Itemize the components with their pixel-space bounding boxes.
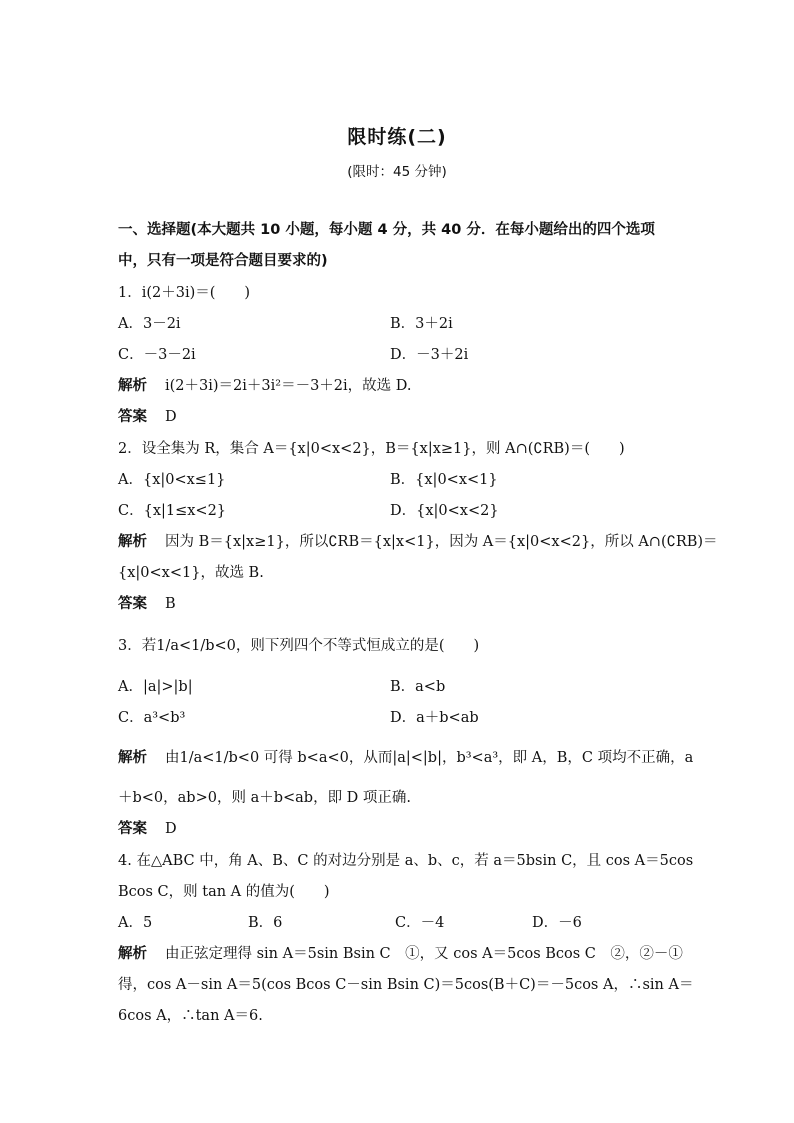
q4-analysis-text1: 由正弦定理得 sin A＝5sin Bsin C ①，又 cos A＝5cos Bcos C ②，②－①	[165, 946, 683, 962]
q3-stem: 3．若1/a<1/b<0，则下列四个不等式恒成立的是( )	[118, 638, 480, 654]
q1-analysis	[118, 374, 412, 395]
q3-option-a: A．|a|>|b|	[118, 679, 193, 695]
q4-option-a: A．5	[118, 915, 153, 931]
q4-analysis-line2: 得，cos A－sin A＝5(cos Bcos C－sin Bsin C)＝5cos(B＋C)＝－5cos A，∴sin A＝	[118, 977, 694, 993]
q3-answer	[118, 817, 177, 838]
q4-analysis-line1	[118, 942, 683, 963]
q4-stem-line2: Bcos C，则 tan A 的值为( )	[118, 884, 330, 900]
q3-option-c: C．a³<b³	[118, 710, 186, 726]
q1-answer-text: D	[165, 409, 177, 425]
q2-answer	[118, 592, 176, 613]
q1-analysis-text: i(2＋3i)＝2i＋3i²＝－3＋2i，故选 D.	[165, 378, 412, 394]
q3-option-d: D．a＋b<ab	[390, 710, 479, 726]
analysis-label: 解析	[118, 534, 147, 550]
q4-option-b: B．6	[248, 915, 283, 931]
q2-analysis-line2: {x|0<x<1}，故选 B.	[118, 565, 264, 581]
q3-option-b: B．a<b	[390, 679, 446, 695]
q1-option-a: A．3－2i	[118, 316, 181, 332]
q3-analysis-line1	[118, 746, 693, 767]
q3-analysis-text1: 由1/a<1/b<0 可得 b<a<0，从而|a|<|b|，b³<a³，即 A，B，C 项均不正确，a	[165, 750, 694, 766]
q1-answer	[118, 405, 177, 426]
q1-option-c: C．－3－2i	[118, 347, 196, 363]
answer-label: 答案	[118, 821, 147, 837]
q3-analysis-line2: ＋b<0，ab>0，则 a＋b<ab，即 D 项正确.	[118, 790, 412, 806]
q1-option-d: D．－3＋2i	[390, 347, 469, 363]
section-heading-line1: 一、选择题(本大题共 10 小题，每小题 4 分，共 40 分．在每小题给出的四个选项	[118, 222, 655, 238]
q1-stem: 1．i(2＋3i)＝( )	[118, 285, 251, 301]
q4-stem-line1: 4. 在△ABC 中，角 A、B、C 的对边分别是 a、b、c，若 a＝5bsin C，且 cos A＝5cos	[118, 853, 694, 869]
q2-analysis-text1: 因为 B＝{x|x≥1}，所以∁RB＝{x|x<1}，因为 A＝{x|0<x<2}，所以 A∩(∁RB)＝	[165, 534, 718, 550]
q4-analysis-line3: 6cos A，∴tan A＝6.	[118, 1008, 263, 1024]
q3-answer-text: D	[165, 821, 177, 837]
q2-option-c: C．{x|1≤x<2}	[118, 503, 227, 519]
q1-option-b: B．3＋2i	[390, 316, 453, 332]
q2-answer-text: B	[165, 596, 176, 612]
q2-stem: 2．设全集为 R，集合 A＝{x|0<x<2}，B＝{x|x≥1}，则 A∩(∁RB)＝( )	[118, 441, 625, 457]
q2-option-b: B．{x|0<x<1}	[390, 472, 498, 488]
q2-option-d: D．{x|0<x<2}	[390, 503, 499, 519]
answer-label: 答案	[118, 409, 147, 425]
analysis-label: 解析	[118, 946, 147, 962]
q2-analysis-line1	[118, 530, 718, 551]
answer-label: 答案	[118, 596, 147, 612]
analysis-label: 解析	[118, 750, 147, 766]
q4-option-d: D．－6	[532, 915, 582, 931]
q4-option-c: C．－4	[395, 915, 445, 931]
analysis-label: 解析	[118, 378, 147, 394]
section-heading-line2: 中，只有一项是符合题目要求的)	[118, 253, 328, 269]
q2-option-a: A．{x|0<x≤1}	[118, 472, 226, 488]
page-subtitle: (限时：45 分钟)	[347, 164, 447, 180]
page-title: 限时练(二)	[347, 126, 447, 148]
